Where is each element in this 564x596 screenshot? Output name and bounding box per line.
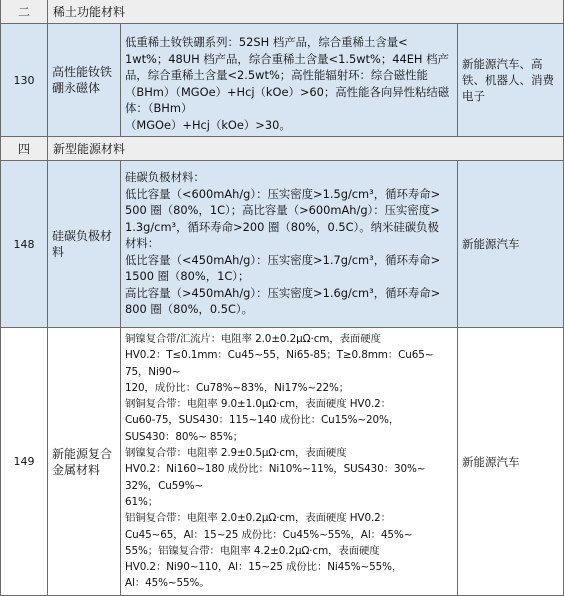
row-number: 149 (0, 328, 48, 596)
table-row (0, 161, 564, 328)
spec-line: 低重稀土钕铁硼系列：52SH 档产品，综合重稀土含量< (125, 35, 408, 49)
material-spec (121, 161, 458, 328)
application-field (458, 161, 564, 328)
application-field-text: 新能源汽车 (462, 454, 520, 469)
section-number: 四 (0, 137, 48, 161)
spec-line: 铜镍复合带/汇流片：电阻率 2.0±0.2μΩ·cm，表面硬度 (125, 333, 381, 345)
spec-line: 61%； (125, 495, 159, 508)
section-header-row (0, 0, 564, 24)
spec-line: 1.3g/cm³，循环寿命>200 圈（80%，0.5C）。纳米硅碳负极 (125, 219, 439, 234)
spec-line: 1wt%；48UH 档产品，综合重稀土含量<1.5wt%；44EH 档产 (125, 51, 449, 66)
section-title: 稀土功能材料 (48, 0, 564, 24)
material-name (48, 161, 121, 328)
spec-line: HV0.2：T≤0.1mm：Cu45~55，Ni65-85；T≥0.8mm：Cu65~ (125, 349, 434, 362)
material-name (48, 24, 121, 137)
table-row (0, 24, 564, 137)
spec-line: 高比容量（>450mAh/g）：压实密度>1.6g/cm³，循环寿命> (125, 285, 441, 300)
spec-line: Al：45%~55%。 (125, 577, 210, 590)
spec-line: 体：（BHm） (125, 101, 193, 115)
spec-line: HV0.2：Ni90~110，Al：15~25 成份比：Ni45%~55%， (125, 561, 403, 574)
section-number: 二 (0, 0, 48, 24)
spec-line: 钢铜复合带：电阻率 9.0±1.0μΩ·cm，表面硬度 HV0.2： (125, 398, 391, 411)
spec-line: （MGOe）+Hcj（kOe）>30。 (125, 117, 291, 132)
spec-line: 1500 圈（80%，1C）； (125, 269, 250, 283)
material-spec (121, 24, 458, 137)
section-header-row (0, 137, 564, 161)
spec-line: HV0.2：Ni160~180 成份比：Ni10%~11%，SUS430：30%~ (125, 463, 426, 476)
row-number: 148 (0, 161, 48, 328)
spec-line: 800 圈（80%，0.5C）。 (125, 302, 254, 316)
spec-line: 材料： (125, 236, 160, 250)
spec-line: Cu45~65，Al：15~25 成份比：Cu45%~55%，Al：45%~ (125, 528, 413, 541)
spec-line: 55%；铝镍复合带：电阻率 4.2±0.2μΩ·cm，表面硬度 (125, 544, 380, 557)
row-number: 130 (0, 24, 48, 137)
spec-line: 120，成份比：Cu78%~83%，Ni17%~22%； (125, 381, 350, 394)
spec-line: SUS430：80%~ 85%； (125, 430, 244, 443)
application-field-text: 新能源汽车、高铁、机器人、消费电子 (462, 57, 554, 103)
material-name (48, 328, 121, 596)
spec-line: 钢镍复合带：电阻率 2.9±0.5μΩ·cm，表面硬度 (125, 447, 347, 460)
spec-line: 低比容量（<600mAh/g）：压实密度>1.5g/cm³，循环寿命> (125, 186, 441, 201)
material-name-text: 高性能钕铁硼永磁体 (52, 65, 113, 95)
spec-line: 硅碳负极材料： (125, 170, 205, 184)
table-row (0, 328, 564, 596)
application-field (458, 24, 564, 137)
material-spec (121, 328, 458, 596)
material-name-text: 新能源复合金属材料 (52, 446, 113, 477)
spec-line: 75，Ni90~ (125, 365, 181, 378)
spec-line: 品，综合重稀土含量<2.5wt%；高性能辐射环：综合磁性能 (125, 68, 428, 82)
spec-line: 500 圈（80%，1C）；高比容量（>600mAh/g）：压实密度> (125, 203, 440, 217)
spec-line: 32%，Cu59%~ (125, 479, 204, 492)
application-field-text: 新能源汽车 (462, 237, 520, 251)
spec-line: （BHm）（MGOe）+Hcj（kOe）>60；高性能各向异性粘结磁 (125, 84, 450, 99)
spec-line: 低比容量（<450mAh/g）：压实密度>1.7g/cm³，循环寿命> (125, 252, 441, 267)
application-field (458, 328, 564, 596)
spec-line: Cu60-75，SUS430：115~140 成份比：Cu15%~20%， (125, 414, 400, 427)
section-title: 新型能源材料 (48, 137, 564, 161)
spec-line: 铝铜复合带：电阻率 2.0±0.2μΩ·cm，表面硬度 HV0.2： (125, 512, 391, 525)
material-name-text: 硅碳负极材料 (52, 229, 113, 259)
